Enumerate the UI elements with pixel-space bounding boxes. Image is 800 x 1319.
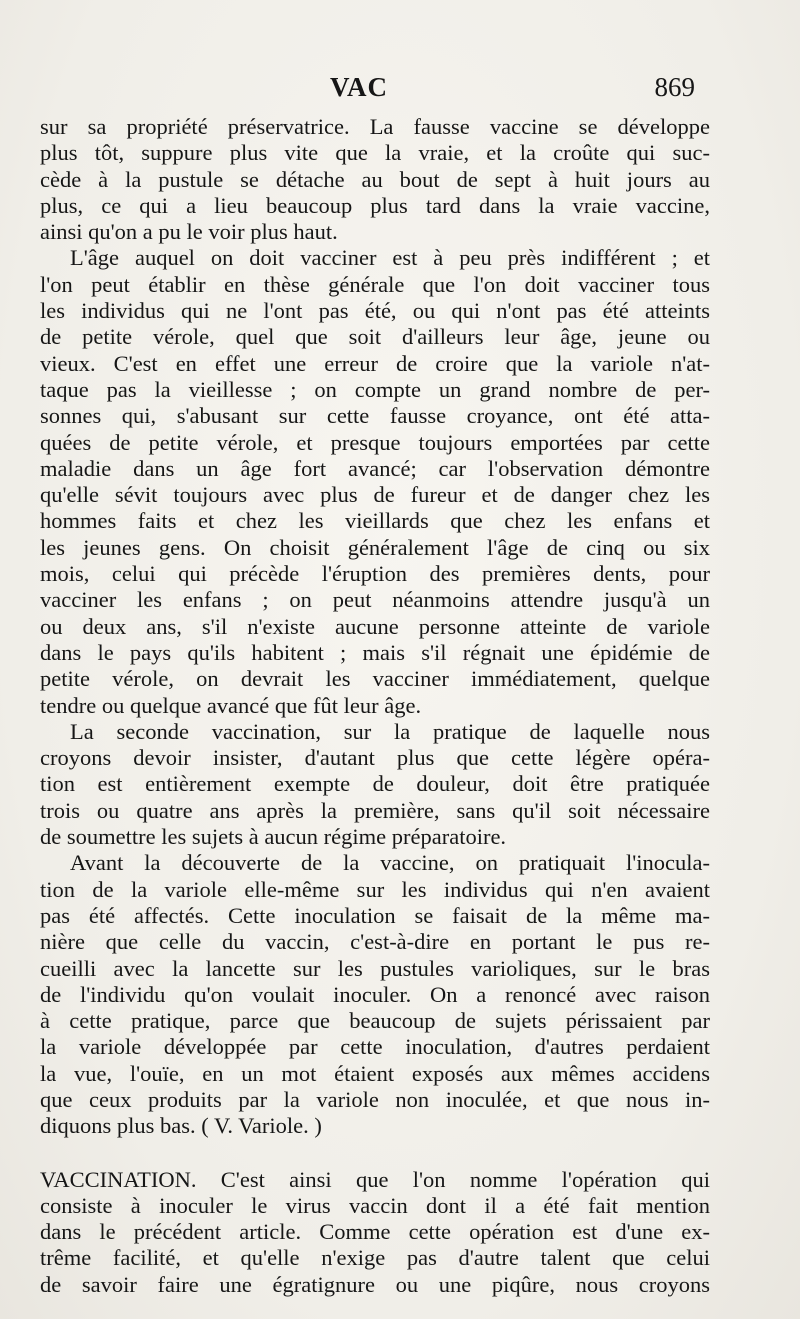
text-line: de savoir faire une égratignure ou une piqûre, nous croyons: [40, 1271, 710, 1297]
text-line: vacciner les enfans ; on peut néanmoins attendre jusqu'à un: [40, 587, 710, 613]
text-line: sur sa propriété préservatrice. La fausse vaccine se développe: [40, 114, 710, 139]
text-line: trême facilité, et qu'elle n'exige pas d'autre talent que celui: [40, 1245, 710, 1271]
text-line: de l'individu qu'on voulait inoculer. On a renoncé avec raison: [40, 981, 710, 1007]
text-line: mois, celui qui précède l'éruption des premières dents, pour: [40, 561, 710, 587]
text-line: ainsi qu'on a pu le voir plus haut.: [40, 219, 338, 245]
text-line: L'âge auquel on doit vacciner est à peu près indifférent ; et: [70, 245, 710, 271]
text-line: quées de petite vérole, et presque toujours emportées par cette: [40, 429, 710, 455]
running-head: [40, 72, 695, 112]
text-line: à cette pratique, parce que beaucoup de sujets périssaient par: [40, 1008, 710, 1034]
text-line: qu'elle sévit toujours avec plus de fureur et de danger chez les: [40, 482, 710, 508]
text-line: pas été affectés. Cette inoculation se faisait de la même ma-: [40, 902, 710, 928]
text-line: tendre ou quelque avancé que fût leur âge.: [40, 692, 422, 718]
running-head-title: VAC: [330, 72, 389, 102]
text-line: les jeunes gens. On choisit généralement l'âge de cinq ou six: [40, 534, 710, 560]
text-line: plus, ce qui a lieu beaucoup plus tard dans la vraie vaccine,: [40, 192, 710, 218]
entry-heading-line: VACCINATION. C'est ainsi que l'on nomme l'opération qui: [40, 1166, 710, 1192]
text-line: dans le précédent article. Comme cette opération est d'une ex-: [40, 1219, 710, 1245]
body-text: [40, 114, 710, 1298]
text-line: de soumettre les sujets à aucun régime préparatoire.: [40, 824, 507, 850]
text-line: de petite vérole, quel que soit d'ailleurs leur âge, jeune ou: [40, 324, 710, 350]
text-line: nière que celle du vaccin, c'est-à-dire en portant le pus re-: [40, 929, 710, 955]
text-line: dans le pays qu'ils habitent ; mais s'il régnait une épidémie de: [40, 639, 710, 665]
text-line: maladie dans un âge fort avancé; car l'observation démontre: [40, 455, 710, 481]
text-line: hommes faits et chez les vieillards que chez les enfans et: [40, 508, 710, 534]
text-line: consiste à inoculer le virus vaccin dont il a été fait mention: [40, 1192, 710, 1218]
section-gap: [40, 1140, 710, 1167]
text-line: l'on peut établir en thèse générale que l'on doit vacciner tous: [40, 271, 710, 297]
text-line: diquons plus bas. ( V. Variole. ): [40, 1113, 322, 1139]
text-line: trois ou quatre ans après la première, sans qu'il soit nécessaire: [40, 797, 710, 823]
page-number: 869: [654, 72, 695, 102]
text-line: taque pas la vieillesse ; on compte un grand nombre de per-: [40, 376, 710, 402]
text-line: La seconde vaccination, sur la pratique de laquelle nous: [70, 718, 710, 744]
text-line: la vue, l'ouïe, en un mot étaient exposés aux mêmes accidens: [40, 1060, 710, 1086]
text-line: sonnes qui, s'abusant sur cette fausse croyance, ont été atta-: [40, 403, 710, 429]
text-line: les individus qui ne l'ont pas été, ou qui n'ont pas été atteints: [40, 298, 710, 324]
text-line: vieux. C'est en effet une erreur de croire que la variole n'at-: [40, 350, 710, 376]
text-line: plus tôt, suppure plus vite que la vraie, et la croûte qui suc-: [40, 140, 710, 166]
text-line: tion de la variole elle-même sur les individus qui n'en avaient: [40, 876, 710, 902]
text-line: cueilli avec la lancette sur les pustules varioliques, sur le bras: [40, 955, 710, 981]
text-line: tion est entièrement exempte de douleur, doit être pratiquée: [40, 771, 710, 797]
text-line: cède à la pustule se détache au bout de sept à huit jours au: [40, 166, 710, 192]
text-line: croyons devoir insister, d'autant plus que cette légère opéra-: [40, 745, 710, 771]
text-line: Avant la découverte de la vaccine, on pratiquait l'inocula-: [70, 850, 710, 876]
text-line: la variole développée par cette inoculation, d'autres perdaient: [40, 1034, 710, 1060]
text-line: ou deux ans, s'il n'existe aucune personne atteinte de variole: [40, 613, 710, 639]
text-line: que ceux produits par la variole non inoculée, et que nous in-: [40, 1086, 710, 1112]
text-line: petite vérole, on devrait les vacciner immédiatement, quelque: [40, 666, 710, 692]
